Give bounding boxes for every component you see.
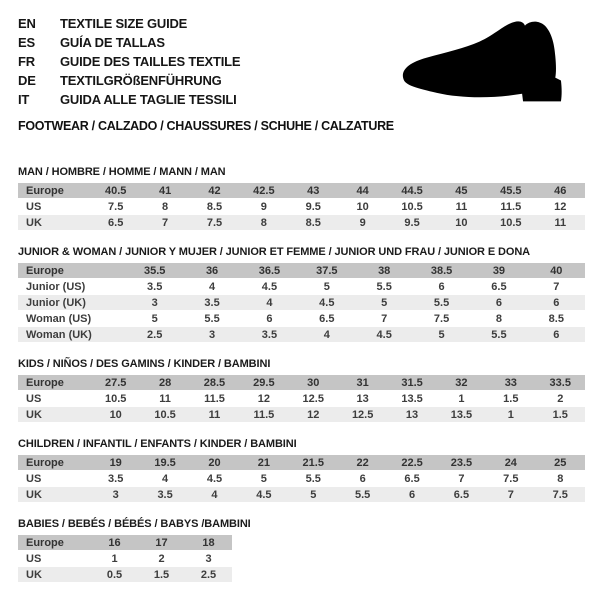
size-cell: 6.5 [437,487,486,502]
size-cell: 1.5 [536,407,585,422]
table-title: BABIES / BEBÉS / BÉBÉS / BABYS /BAMBINI [18,518,251,530]
size-table [18,262,585,343]
size-cell: 39 [470,263,527,278]
table-row [18,311,585,326]
size-cell: 37.5 [298,263,355,278]
table-row [18,215,585,230]
size-cell: 7 [140,215,189,230]
size-cell: 36.5 [241,263,298,278]
size-cell: 4 [190,487,239,502]
size-cell: 30 [289,375,338,390]
size-cell: 21 [239,455,288,470]
table-row [18,183,585,198]
size-cell: 0.5 [91,567,138,582]
size-cell: 20 [190,455,239,470]
row-label: Europe [18,455,91,470]
table-title: CHILDREN / INFANTIL / ENFANTS / KINDER / BAMBINI [18,438,297,450]
size-cell: 6 [528,295,585,310]
size-cell: 11.5 [204,392,225,405]
size-cell: 45 [437,183,486,198]
size-cell: 4 [298,327,355,342]
size-cell: 1 [458,392,465,405]
category-heading: FOOTWEAR / CALZADO / CHAUSSURES / SCHUHE / CALZATURE [18,119,394,133]
size-table-section [18,358,585,423]
size-cell: 18 [185,535,232,550]
size-cell: 6 [470,295,527,310]
size-cell: 3.5 [183,295,240,310]
size-cell: 4.5 [239,487,288,502]
size-cell: 46 [536,183,585,198]
size-cell: 1 [486,407,535,422]
size-cell: 8 [239,215,288,230]
size-cell: 28 [140,375,189,390]
size-cell: 12.5 [338,407,387,422]
table-row [18,263,585,278]
size-cell: 3.5 [241,327,298,342]
size-cell: 10.5 [486,215,535,230]
size-cell: 2.5 [185,567,232,582]
size-cell: 8 [495,312,502,325]
row-label: Europe [18,263,126,278]
size-cell: 27.5 [91,375,140,390]
size-cell: 9 [260,200,267,213]
size-cell: 33 [486,375,535,390]
size-cell: 38.5 [413,263,470,278]
size-cell: 7 [486,487,535,502]
size-cell: 29.5 [239,375,288,390]
row-label: US [26,472,42,485]
size-cell: 3 [205,552,212,565]
table-row [18,567,232,582]
language-title: GUIDA ALLE TAGLIE TESSILI [60,92,237,107]
size-cell: 5.5 [470,327,527,342]
size-cell: 6 [387,487,436,502]
table-row [18,471,585,486]
size-cell: 11 [190,407,239,422]
size-cell: 6.5 [319,312,335,325]
size-cell: 4 [241,295,298,310]
size-cell: 22.5 [387,455,436,470]
row-label: UK [18,487,91,502]
size-table-section [18,518,585,583]
size-cell: 10.5 [140,407,189,422]
size-cell: 23.5 [437,455,486,470]
size-cell: 2 [158,552,165,565]
size-cell: 35.5 [126,263,183,278]
language-code: ES [18,35,35,50]
size-cell: 4.5 [298,295,355,310]
size-cell: 42 [190,183,239,198]
row-label: Europe [18,535,91,550]
size-cell: 4 [162,472,169,485]
table-title: MAN / HOMBRE / HOMME / MANN / MAN [18,166,226,178]
size-cell: 41 [140,183,189,198]
size-cell: 11 [536,215,585,230]
size-cell: 45.5 [486,183,535,198]
row-label: Junior (UK) [18,295,126,310]
size-cell: 5 [413,327,470,342]
table-row [18,487,585,502]
row-label: Woman (US) [26,312,92,325]
size-cell: 31.5 [387,375,436,390]
size-cell: 7.5 [108,200,124,213]
row-label: Junior (US) [26,280,86,293]
size-cell: 10 [91,407,140,422]
language-code: EN [18,16,36,31]
table-row [18,279,585,294]
row-label: US [26,392,42,405]
size-cell: 19.5 [140,455,189,470]
size-cell: 12 [554,200,567,213]
size-cell: 40 [528,263,585,278]
table-title: KIDS / NIÑOS / DES GAMINS / KINDER / BAMBINI [18,358,271,370]
row-label: Europe [18,375,91,390]
size-cell: 9.5 [387,215,436,230]
size-cell: 5.5 [376,280,392,293]
table-row [18,551,232,566]
size-cell: 5 [260,472,267,485]
size-cell: 13 [356,392,369,405]
shoe-icon [390,18,586,108]
language-code: IT [18,92,30,107]
size-cell: 22 [338,455,387,470]
size-cell: 25 [536,455,585,470]
size-table [18,454,585,503]
table-row [18,327,585,342]
row-label: UK [18,215,91,230]
size-cell: 44.5 [387,183,436,198]
size-cell: 3.5 [147,280,163,293]
size-cell: 24 [486,455,535,470]
size-cell: 5 [151,312,158,325]
row-label: Europe [18,183,91,198]
size-cell: 11 [159,392,171,405]
size-cell: 5.5 [204,312,220,325]
size-cell: 28.5 [190,375,239,390]
size-cell: 19 [91,455,140,470]
size-cell: 4 [209,280,216,293]
size-cell: 21.5 [289,455,338,470]
size-cell: 8 [557,472,564,485]
size-table [18,182,585,231]
size-cell: 7 [458,472,465,485]
size-cell: 8 [162,200,169,213]
size-cell: 10 [356,200,369,213]
table-row [18,199,585,214]
size-cell: 3.5 [108,472,124,485]
size-cell: 7.5 [503,472,519,485]
size-cell: 36 [183,263,240,278]
table-row [18,407,585,422]
size-cell: 11.5 [239,407,288,422]
row-label: US [26,552,42,565]
size-cell: 44 [338,183,387,198]
size-cell: 38 [356,263,413,278]
size-cell: 17 [138,535,185,550]
size-cell: 5 [356,295,413,310]
size-cell: 13.5 [401,392,423,405]
size-cell: 6 [438,280,445,293]
size-cell: 7.5 [433,312,450,325]
table-row [18,535,232,550]
size-cell: 6 [359,472,366,485]
size-cell: 5 [323,280,330,293]
size-cell: 11.5 [500,200,522,213]
size-cell: 3.5 [140,487,189,502]
language-title: TEXTILGRÖßENFÜHRUNG [60,73,222,88]
size-cell: 9.5 [305,200,321,213]
size-cell: 8.5 [206,200,223,213]
size-cell: 2 [557,392,564,405]
language-title: GUIDE DES TAILLES TEXTILE [60,54,241,69]
size-cell: 4.5 [261,280,278,293]
size-table [18,374,585,423]
size-cell: 12.5 [302,392,324,405]
table-title: JUNIOR & WOMAN / JUNIOR Y MUJER / JUNIOR ET FEMME / JUNIOR UND FRAU / JUNIOR E DONA [18,246,531,258]
size-cell: 1 [111,552,118,565]
size-cell: 10 [437,215,486,230]
size-cell: 32 [437,375,486,390]
size-cell: 6.5 [404,472,420,485]
size-cell: 6 [528,327,585,342]
size-cell: 8.5 [289,215,338,230]
size-cell: 12 [289,407,338,422]
size-cell: 10.5 [401,200,423,213]
size-cell: 7.5 [536,487,585,502]
table-row [18,391,585,406]
size-cell: 42.5 [239,183,288,198]
table-row [18,455,585,470]
size-table-section [18,246,585,343]
size-cell: 4.5 [356,327,413,342]
size-cell: 16 [91,535,138,550]
size-cell: 9 [338,215,387,230]
size-cell: 6 [266,312,273,325]
size-cell: 5.5 [338,487,387,502]
size-cell: 3 [91,487,140,502]
size-cell: 13.5 [437,407,486,422]
size-cell: 43 [289,183,338,198]
size-cell: 5 [289,487,338,502]
size-cell: 7 [553,280,560,293]
size-cell: 31 [338,375,387,390]
size-cell: 8.5 [548,312,564,325]
size-table [18,534,232,583]
size-cell: 5.5 [413,295,470,310]
size-table-section [18,166,585,231]
size-cell: 3 [183,327,240,342]
size-cell: 40.5 [91,183,140,198]
size-cell: 1.5 [138,567,185,582]
language-title: GUÍA DE TALLAS [60,35,165,50]
size-cell: 6.5 [91,215,140,230]
size-cell: 5.5 [305,472,321,485]
size-tables [18,166,585,583]
row-label: US [26,200,42,213]
size-cell: 6.5 [491,280,507,293]
size-cell: 4.5 [206,472,223,485]
size-cell: 3 [126,295,183,310]
row-label: UK [18,567,91,582]
language-title: TEXTILE SIZE GUIDE [60,16,188,31]
row-label: Woman (UK) [18,327,126,342]
size-cell: 1.5 [503,392,519,405]
size-cell: 11 [455,200,468,213]
size-cell: 7 [381,312,388,325]
size-cell: 13 [387,407,436,422]
size-cell: 12 [257,392,270,405]
size-table-section [18,438,585,503]
row-label: UK [18,407,91,422]
table-row [18,295,585,310]
size-cell: 7.5 [190,215,239,230]
table-row [18,375,585,390]
language-code: FR [18,54,35,69]
size-cell: 2.5 [126,327,183,342]
size-cell: 10.5 [104,392,127,405]
size-cell: 33.5 [536,375,585,390]
language-code: DE [18,73,36,88]
